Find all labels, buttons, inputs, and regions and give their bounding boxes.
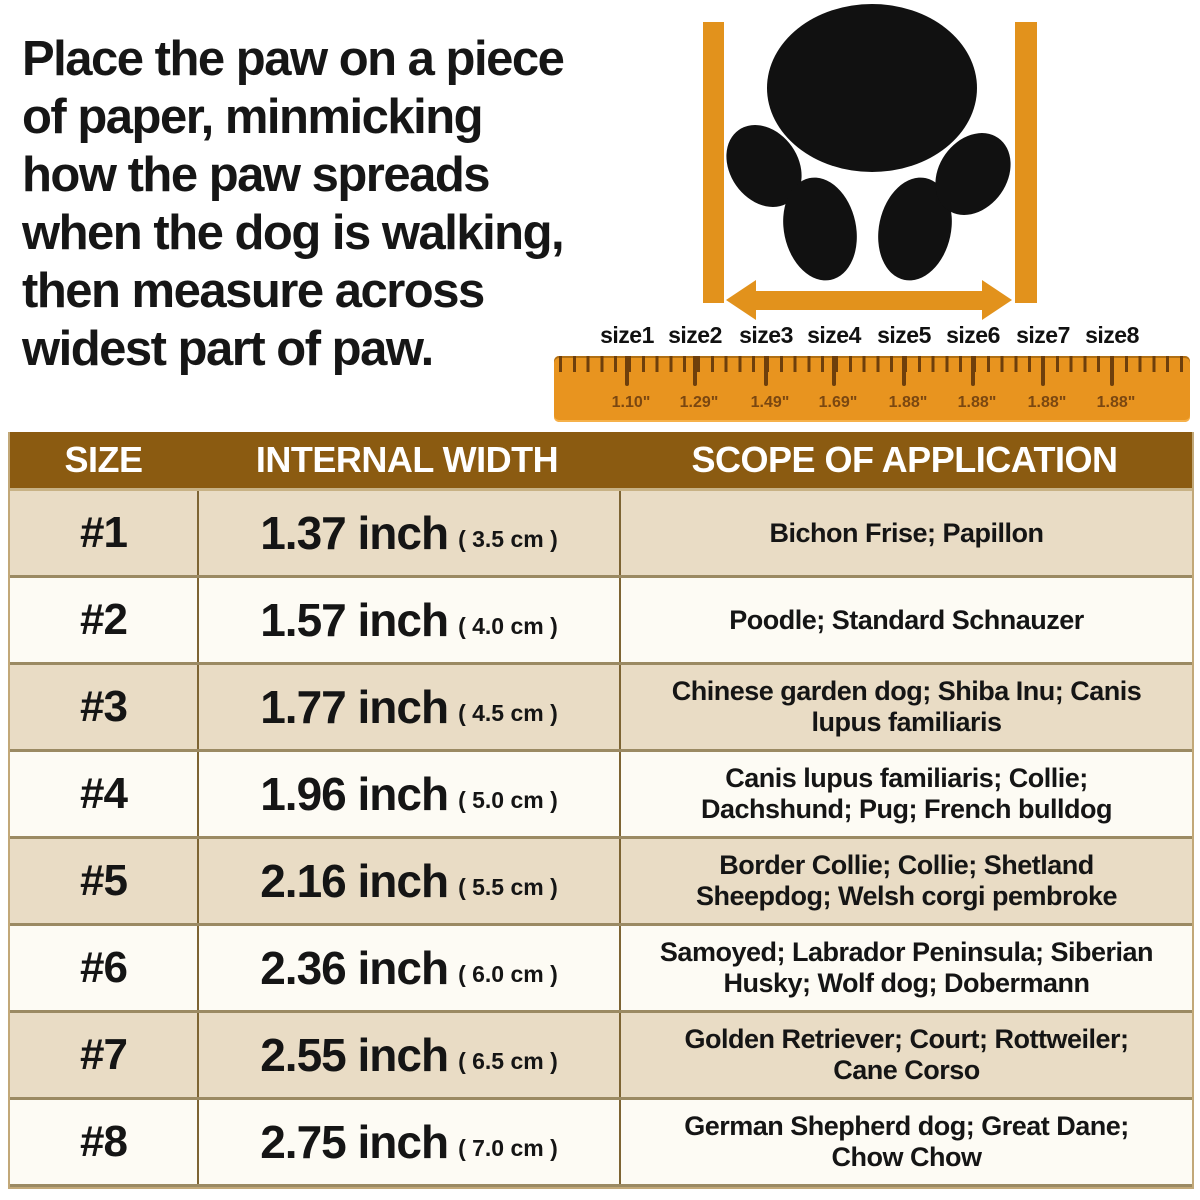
size-cell: #8 (10, 1100, 199, 1184)
width-cm: ( 6.0 cm ) (458, 960, 558, 987)
paw-print-icon (690, 0, 1050, 330)
ruler-major-tick (625, 356, 629, 386)
width-cm: ( 6.5 cm ) (458, 1047, 558, 1074)
ruler-major-tick (902, 356, 906, 386)
scope-cell: Golden Retriever; Court; Rottweiler; Cane Corso (684, 1024, 1129, 1085)
instruction-line: widest part of paw. (22, 322, 433, 376)
scope-cell: Border Collie; Collie; Shetland Sheepdog; Welsh corgi pembroke (695, 850, 1118, 911)
size-cell: #2 (10, 578, 199, 662)
measure-bar-right (1015, 22, 1037, 303)
scope-cell: Poodle; Standard Schnauzer (729, 604, 1084, 635)
ruler-size-label: size3 (739, 322, 793, 348)
header-internal-width: INTERNAL WIDTH (255, 439, 559, 480)
ruler-size-label: size6 (946, 322, 1000, 348)
measure-bar-left (703, 22, 724, 303)
ruler-size-value: 1.88" (1027, 394, 1067, 411)
width-inch: 1.37 inch (260, 507, 449, 559)
size-cell: #7 (10, 1013, 199, 1097)
width-cm: ( 5.0 cm ) (458, 786, 558, 813)
ruler-size-value: 1.69" (818, 394, 858, 411)
width-cell (199, 665, 621, 749)
scope-cell: Samoyed; Labrador Peninsula; Siberian Husky; Wolf dog; Dobermann (659, 937, 1154, 998)
ruler-size-label: size1 (600, 322, 654, 348)
ruler-size-label: size5 (877, 322, 931, 348)
size-cell: #1 (10, 491, 199, 575)
width-inch: 1.96 inch (260, 768, 449, 820)
width-cell (199, 1013, 621, 1097)
table-row (10, 926, 1192, 1013)
ruler-icon (554, 322, 1190, 426)
ruler-size-value: 1.29" (679, 394, 719, 411)
width-cell (199, 752, 621, 836)
instruction-line: Place the paw on a piece (22, 32, 564, 86)
width-cm: ( 5.5 cm ) (458, 873, 558, 900)
ruler-size-value: 1.88" (888, 394, 928, 411)
instruction-line: then measure across (22, 264, 484, 318)
ruler-size-value: 1.88" (1096, 394, 1136, 411)
ruler-size-value: 1.10" (611, 394, 651, 411)
table-row (10, 665, 1192, 752)
table-header-row (10, 432, 1192, 491)
width-inch: 2.75 inch (260, 1116, 449, 1168)
size-chart-table (8, 432, 1194, 1189)
ruler-major-tick (693, 356, 697, 386)
width-inch: 1.77 inch (260, 681, 449, 733)
width-inch: 2.36 inch (260, 942, 449, 994)
ruler-size-value: 1.49" (750, 394, 790, 411)
table-row (10, 1013, 1192, 1100)
size-cell: #6 (10, 926, 199, 1010)
scope-cell: Canis lupus familiaris; Collie; Dachshund; Pug; French bulldog (701, 763, 1112, 824)
size-cell: #5 (10, 839, 199, 923)
ruler-major-tick (1110, 356, 1114, 386)
ruler-size-label: size4 (807, 322, 861, 348)
header-size: SIZE (64, 439, 143, 480)
width-cell (199, 1100, 621, 1184)
width-cell (199, 839, 621, 923)
instruction-line: of paper, minmicking (22, 90, 483, 144)
width-cm: ( 7.0 cm ) (458, 1134, 558, 1161)
width-cell (199, 926, 621, 1010)
table-row (10, 752, 1192, 839)
ruler-major-tick (1041, 356, 1045, 386)
paw-pads (711, 4, 1026, 287)
table-row (10, 1100, 1192, 1187)
table-row (10, 578, 1192, 665)
width-cm: ( 3.5 cm ) (458, 525, 558, 552)
width-cell (199, 491, 621, 575)
ruler-body (554, 356, 1190, 422)
width-cell (199, 578, 621, 662)
scope-cell: Bichon Frise; Papillon (769, 517, 1044, 548)
ruler-major-tick (832, 356, 836, 386)
table-row (10, 839, 1192, 926)
instruction-line: how the paw spreads (22, 148, 490, 202)
width-cm: ( 4.0 cm ) (458, 612, 558, 639)
ruler-minor-ticks (559, 356, 1185, 372)
header-scope: SCOPE OF APPLICATION (691, 439, 1118, 480)
scope-cell: Chinese garden dog; Shiba Inu; Canis lupus familiaris (671, 676, 1142, 737)
width-inch: 1.57 inch (260, 594, 449, 646)
instruction-line: when the dog is walking, (22, 206, 564, 260)
scope-cell: German Shepherd dog; Great Dane; Chow Chow (684, 1111, 1129, 1172)
width-inch: 2.55 inch (260, 1029, 449, 1081)
size-cell: #4 (10, 752, 199, 836)
ruler-size-label: size2 (668, 322, 722, 348)
ruler-major-tick (971, 356, 975, 386)
ruler-size-label: size7 (1016, 322, 1070, 348)
paw-measure-diagram (690, 0, 1050, 330)
width-cm: ( 4.5 cm ) (458, 699, 558, 726)
width-arrow-icon (726, 280, 1012, 320)
table-row (10, 491, 1192, 578)
size-cell: #3 (10, 665, 199, 749)
ruler-major-tick (764, 356, 768, 386)
ruler-size-value: 1.88" (957, 394, 997, 411)
width-inch: 2.16 inch (260, 855, 449, 907)
ruler-size-label: size8 (1085, 322, 1139, 348)
